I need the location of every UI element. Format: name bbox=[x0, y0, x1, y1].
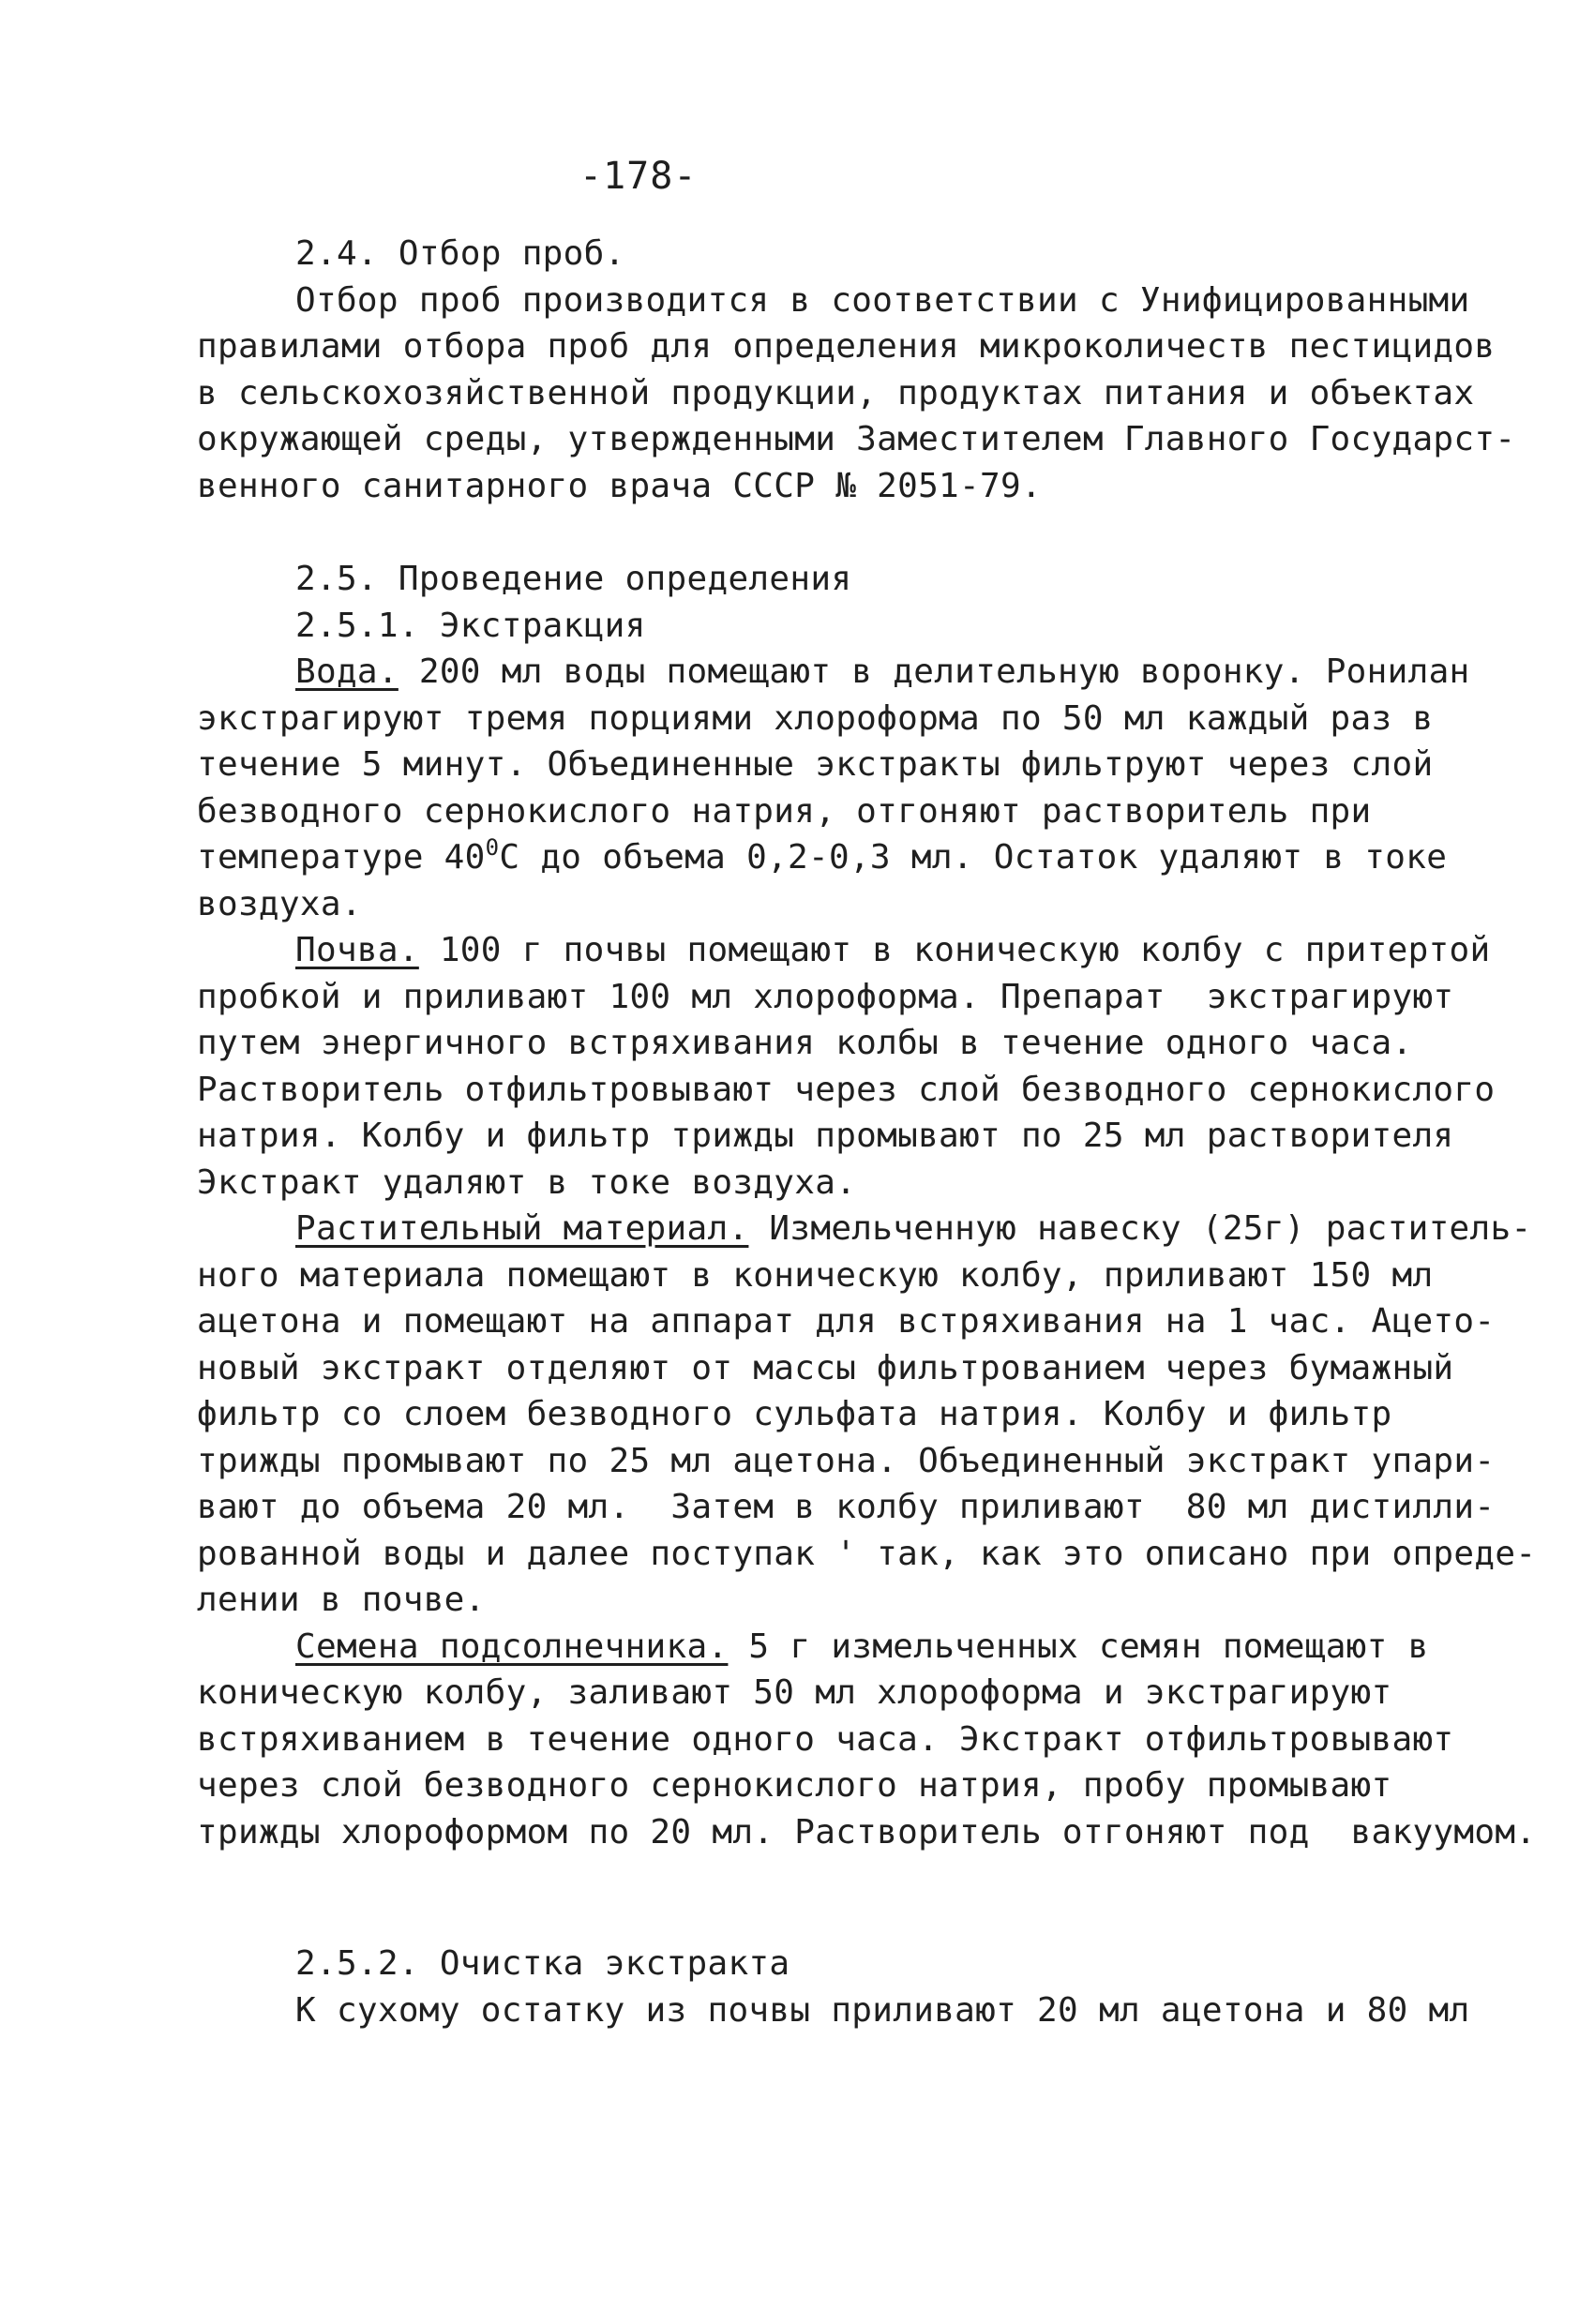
paragraph-line: пробкой и приливают 100 мл хлороформа. Препарат экстрагируют bbox=[197, 977, 1454, 1016]
paragraph-line: Экстракт удаляют в токе воздуха. bbox=[197, 1162, 857, 1202]
paragraph-line: правилами отбора проб для определения микроколичеств пестицидов bbox=[197, 327, 1496, 366]
paragraph-text: 200 мл воды помещают в делительную воронку. Ронилан bbox=[398, 652, 1470, 691]
plant-material-label: Растительный материал. bbox=[295, 1209, 749, 1248]
paragraph-line bbox=[197, 927, 1491, 974]
paragraph-line: лении в почве. bbox=[197, 1581, 486, 1619]
paragraph-text: температуре 40 bbox=[197, 838, 486, 877]
paragraph-text: 100 г почвы помещают в коническую колбу с притертой bbox=[418, 931, 1491, 969]
paragraph-line: ного материала помещают в коническую колбу, приливают 150 мл bbox=[197, 1255, 1434, 1295]
paragraph-line: новый экстракт отделяют от массы фильтрованием через бумажный bbox=[197, 1348, 1454, 1387]
paragraph-line: коническую колбу, заливают 50 мл хлороформа и экстрагируют bbox=[197, 1673, 1392, 1712]
paragraph-line: вают до объема 20 мл. Затем в колбу приливают 80 мл дистилли- bbox=[197, 1488, 1496, 1526]
paragraph-line: окружающей среды, утвержденными Заместителем Главного Государст- bbox=[197, 420, 1516, 458]
subsection-heading: 2.5.1. Экстракция bbox=[295, 606, 646, 645]
sunflower-seeds-label: Семена подсолнечника. bbox=[295, 1627, 729, 1666]
paragraph-line bbox=[197, 1624, 1472, 1671]
paragraph-line: Отбор проб производится в соответствии с Унифицированными bbox=[295, 280, 1470, 320]
paragraph-line: путем энергичного встряхивания колбы в течение одного часа. bbox=[197, 1024, 1413, 1062]
paragraph-line bbox=[197, 834, 1472, 881]
paragraph-line: фильтр со слоем безводного сульфата натрия. Колбу и фильтр bbox=[197, 1395, 1392, 1433]
page-number: -178- bbox=[579, 155, 698, 198]
subsection-heading: 2.5.2. Очистка экстракта bbox=[295, 1944, 790, 1983]
paragraph-line: натрия. Колбу и фильтр трижды промывают по 25 мл растворителя bbox=[197, 1117, 1454, 1155]
section-2-4 bbox=[197, 231, 1516, 509]
section-heading: 2.5. Проведение определения bbox=[295, 560, 852, 598]
paragraph-line: ацетона и помещают на аппарат для встряхивания на 1 час. Ацето- bbox=[197, 1302, 1496, 1341]
paragraph-line: в сельскохозяйственной продукции, продуктах питания и объектах bbox=[197, 373, 1475, 412]
paragraph-line: безводного сернокислого натрия, отгоняют растворитель при bbox=[197, 791, 1372, 831]
section-heading: 2.4. Отбор проб. bbox=[295, 234, 625, 273]
soil-label: Почва. bbox=[295, 931, 419, 969]
paragraph-text: С до объема 0,2-0,3 мл. Остаток удаляют в токе bbox=[499, 838, 1448, 877]
section-2-5 bbox=[197, 556, 1537, 1855]
water-label: Вода. bbox=[295, 652, 398, 691]
paragraph-line: воздуха. bbox=[197, 884, 362, 923]
section-2-5-2 bbox=[197, 1941, 1472, 2033]
paragraph-line: течение 5 минут. Объединенные экстракты фильтруют через слой bbox=[197, 745, 1434, 784]
paragraph-text: 5 г измельченных семян помещают в bbox=[728, 1627, 1429, 1666]
paragraph-line bbox=[197, 1206, 1532, 1252]
paragraph-line: трижды промывают по 25 мл ацетона. Объединенный экстракт упари- bbox=[197, 1441, 1496, 1480]
paragraph-text: Измельченную навеску (25г) раститель- bbox=[748, 1209, 1532, 1248]
paragraph-line: К сухому остатку из почвы приливают 20 мл ацетона и 80 мл bbox=[295, 1990, 1470, 2030]
paragraph-line: рованной воды и далее поступак ' так, как это описано при опреде- bbox=[197, 1534, 1537, 1573]
paragraph-line: трижды хлороформом по 20 мл. Растворитель отгоняют под вакуумом. bbox=[197, 1812, 1537, 1852]
paragraph-line: Растворитель отфильтровывают через слой безводного сернокислого bbox=[197, 1070, 1496, 1109]
paragraph-line: экстрагируют тремя порциями хлороформа по 50 мл каждый раз в bbox=[197, 698, 1434, 738]
degree-superscript: 0 bbox=[485, 834, 500, 861]
paragraph-line bbox=[197, 649, 1472, 696]
paragraph-line: через слой безводного сернокислого натрия, пробу промывают bbox=[197, 1766, 1392, 1805]
paragraph-line: венного санитарного врача СССР № 2051-79. bbox=[197, 466, 1042, 505]
paragraph-line: встряхиванием в течение одного часа. Экстракт отфильтровывают bbox=[197, 1719, 1454, 1759]
